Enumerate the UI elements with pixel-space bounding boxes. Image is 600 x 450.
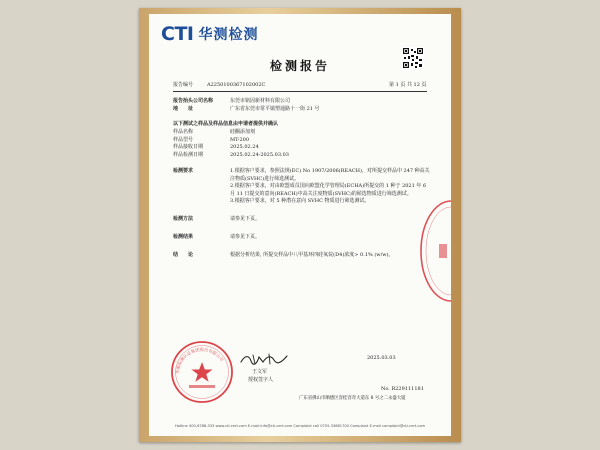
- issuer-report-number: No. R229111181: [381, 386, 424, 392]
- requirement-line: 1.根据客户要求，参照法规(EC) No 1907/2006(REACH)，对所提交样品中 247 种高关: [230, 168, 430, 174]
- report-page: [149, 14, 451, 436]
- method-value: 请参见下页。: [230, 216, 261, 222]
- signature-icon: [239, 352, 289, 366]
- report-number: A2250100367102002C: [207, 82, 266, 88]
- company-name: 东莞市铭固新材料有限公司: [230, 98, 291, 104]
- requirement-line: 2.根据客户要求，对由欧盟成员国向欧盟化学管理局(ECHA)所提交的 1 种于 2021 年 6: [230, 183, 427, 190]
- result-value: 请参见下页。: [230, 234, 261, 240]
- contact-footer: Hotline 400-6788-333 www.cti-cert.com E-mail:info@cti-cert.com Complaint call 0755-33681700 Complaint E-mail complaint@cti-cert.com: [174, 424, 426, 428]
- report-number-label: 报告编号: [173, 82, 194, 88]
- sample-name-label: 样品名称: [173, 129, 194, 135]
- company-label: 报告抬头公司名称: [173, 98, 214, 104]
- edge-seal-icon: [415, 196, 451, 306]
- sample-received-date: 2025.02.24: [230, 144, 259, 150]
- issuer-address: 广东省佛山市顺德区容桂容奇大道东 8 号之二永盛大厦: [299, 396, 406, 401]
- logo-latin: CTI: [161, 23, 194, 45]
- sample-model: MT-200: [230, 136, 250, 143]
- official-seal-icon: [170, 340, 234, 404]
- requirements-label: 检测要求: [173, 168, 194, 174]
- sample-model-label: 样品型号: [173, 136, 194, 143]
- svg-text:华测检测认证集团股份有限公司: 华测检测认证集团股份有限公司: [174, 346, 225, 375]
- page-indicator: 第 1 页 共 12 页: [389, 82, 427, 88]
- conclusion-label: 结 论: [173, 252, 194, 258]
- address-label: 地 址: [173, 106, 194, 112]
- sign-date: 2025.03.03: [367, 355, 396, 361]
- report-title: 检测报告: [269, 59, 330, 73]
- signatory-name: 王文军: [252, 369, 268, 375]
- company-logo: [161, 23, 258, 45]
- result-label: 检测结果: [173, 234, 194, 240]
- signatory-title: 授权签字人: [248, 377, 274, 383]
- company-address: 广东省东莞市常平镇塑通路十一街 21 号: [230, 106, 320, 112]
- conclusion-value: 根据分析结果, 所提交样品中八甲基环四硅氧烷(D4)浓度> 0.1% (w/w)。: [230, 252, 394, 258]
- requirement-line: 3.根据客户要求，对 5 种潜在意向 SVHC 物质进行筛选测试。: [230, 198, 370, 205]
- requirement-line: 月 11 日提交的意向(REACH)中高关注度物质(SVHC)的候选物质进行筛选测试。: [230, 190, 412, 197]
- logo-chinese: 华测检测: [198, 27, 259, 43]
- method-label: 检测方法: [173, 216, 194, 222]
- sample-tested-date: 2025.02.24-2025.03.03: [230, 151, 289, 158]
- header-divider: [173, 91, 427, 92]
- sample-tested-label: 样品检测日期: [173, 151, 204, 158]
- requirement-line: 注物质(SVHC)进行筛选测试。: [230, 175, 300, 182]
- sample-name: 硅酮添加剂: [230, 129, 256, 135]
- sample-received-label: 样品接收日期: [173, 144, 204, 150]
- requirements-text: [230, 168, 430, 206]
- sample-note: 以下测试之样品及样品信息由申请者提供并确认: [173, 121, 279, 127]
